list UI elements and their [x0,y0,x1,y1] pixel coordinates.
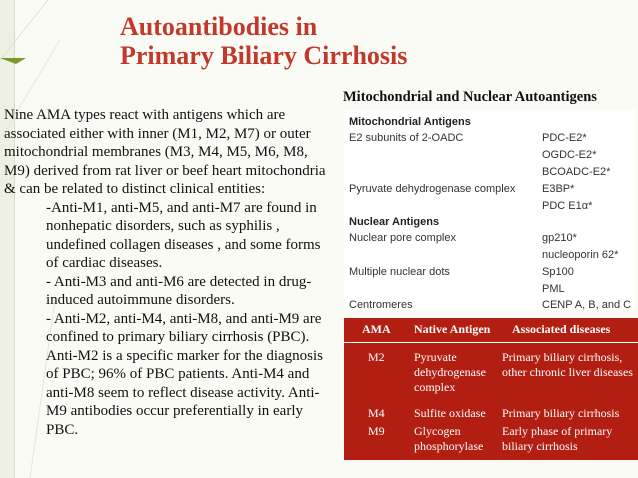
antigen-cell: Glycogen phosphorylase [414,424,484,453]
antigen-cell: Sulfite oxidase [414,406,486,420]
antigen-code: BCOADC-E2* [542,166,611,178]
antigen-name: Multiple nuclear dots [349,266,450,278]
antigen-row [349,132,631,146]
ama-disease-table [344,318,638,460]
antigen-code: Sp100 [542,266,574,278]
antigen-row [349,232,631,246]
nuclear-heading: Nuclear Antigens [349,216,440,228]
bullet-item: - Anti-M2, anti-M4, anti-M8, and anti-M9 are confined to primary biliary cirrhosis (PBC). Anti-M2 is a specific marker for the diagnosis of PBC; 96% of PBC patients. Anti-M4 and anti-M8 seem to reflect disease activity. Anti-M9 antibodies occur preferentially in early PBC. [46,310,324,438]
body-text [4,106,336,439]
table-header [344,322,638,340]
ama-cell: M2 [368,350,385,364]
ama-cell: M9 [368,424,385,438]
antigen-name: Nuclear pore complex [349,232,456,244]
antigens-panel [344,110,635,310]
antigen-code: PDC-E2* [542,132,587,144]
antigen-code: nucleoporin 62* [542,249,619,261]
bullet-item: -Anti-M1, anti-M5, and anti-M7 are found in nonhepatic disorders, such as syphilis , undefined collagen diseases , and some forms of cardiac diseases. [46,199,321,271]
ama-cell: M4 [368,406,385,420]
antigen-row [349,183,631,197]
header-divider [344,342,638,343]
header-associated-diseases: Associated diseases [512,322,611,336]
title-line-2: Primary Biliary Cirrhosis [120,41,408,70]
antigen-cell: Pyruvate dehydrogenase complex [414,350,486,394]
antigen-code: OGDC-E2* [542,149,597,161]
antigen-row [349,266,631,280]
antigen-row [349,149,631,163]
antigen-code: gp210* [542,232,577,244]
slide-title [120,12,540,70]
mito-heading: Mitochondrial Antigens [349,116,471,128]
antigen-name: Pyruvate dehydrogenase complex [349,183,516,195]
antigen-code: PDC E1α* [542,200,593,212]
antigen-code: PML [542,283,565,295]
disease-cell: Primary biliary cirrhosis, other chronic liver diseases [502,350,633,379]
disease-cell: Early phase of primary biliary cirrhosis [502,424,613,453]
antigen-code: E3BP* [542,183,575,195]
antigens-heading: Mitochondrial and Nuclear Autoantigens [343,89,597,105]
antigen-row [349,166,631,180]
disease-cell: Primary biliary cirrhosis [502,406,620,420]
header-ama: AMA [362,322,391,336]
antigen-row [349,299,631,313]
antigen-row [349,249,631,263]
bullet-item: - Anti-M3 and anti-M6 are detected in drug-induced autoimmune disorders. [46,273,312,308]
antigen-row [349,283,631,297]
antigen-code: CENP A, B, and C [542,299,632,311]
title-line-1: Autoantibodies in [120,12,318,41]
antigen-row [349,200,631,214]
antigen-name: E2 subunits of 2-OADC [349,132,464,144]
header-native-antigen: Native Antigen [414,322,491,336]
intro-paragraph: Nine AMA types react with antigens which are associated either with inner (M1, M2, M7) or outer mitochondrial membranes (M3, M4, M5, M6, M8, M9) derived from rat liver or beef heart mitochondria & can be related to distinct clinical entities: [4,107,326,197]
bullet-list [4,199,336,440]
antigen-name: Centromeres [349,299,413,311]
